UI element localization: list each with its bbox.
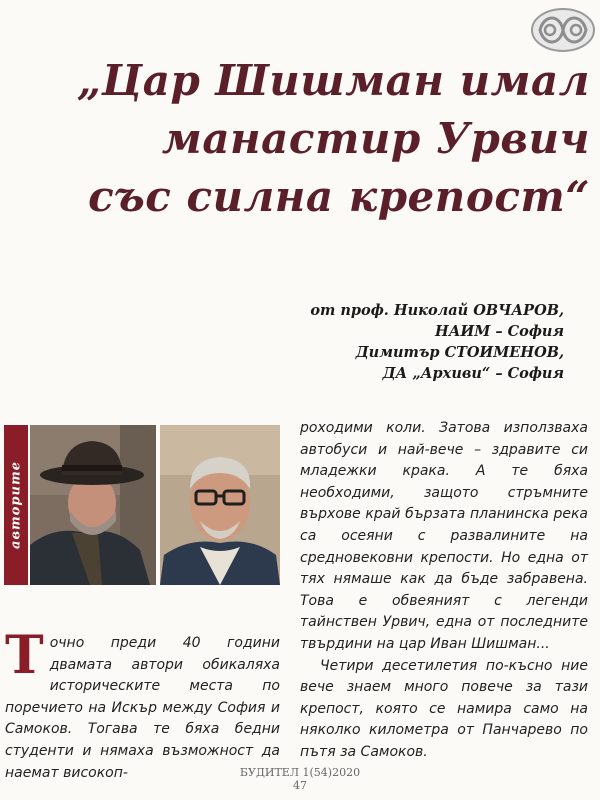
author-line-4: ДА „Архиви“ – София — [382, 365, 564, 382]
author-portrait-man-in-hat-icon — [30, 425, 156, 585]
author-portrait-man-with-glasses-icon — [160, 425, 280, 585]
title-line-1: „Цар Шишман имал — [77, 56, 590, 105]
article-paragraph-1 — [5, 625, 280, 784]
page-footer — [0, 766, 600, 792]
article-paragraph-1-continued: роходими коли. Затова използваха автобуси и най-вече – здравите си младежки крака. А те бяха необходими, защото стръмните върхове край бързата планинска река са осеяни с развалините на средновековни крепости. Но една от тях нямаше как да бъде забравена. Това е обвеяният с легенди тайнствен Урвич, една от последните твърдини на цар Иван Шишман... — [300, 420, 588, 652]
drop-cap: Т — [5, 625, 44, 686]
author-line-2: НАИМ – София — [435, 323, 564, 340]
author-credits — [260, 300, 564, 384]
title-line-3: със силна крепост“ — [88, 172, 590, 221]
article-title — [30, 52, 590, 226]
author-line-1: от проф. Николай ОВЧАРОВ, — [310, 302, 564, 319]
article-paragraph-2: Четири десетилетия по-късно ние вече знаем много повече за тази крепост, която се намира само на няколко километра от Панчарево по пътя за Самоков. — [300, 657, 588, 760]
article-column-left — [5, 625, 280, 784]
author-photo-hat — [30, 425, 156, 585]
author-line-3: Димитър СТОИМЕНОВ, — [355, 344, 564, 361]
celtic-knot-ornament-icon — [530, 6, 596, 54]
section-sidebar-label — [4, 425, 28, 585]
journal-issue: БУДИТЕЛ 1(54)2020 — [239, 766, 361, 779]
page-number: 47 — [293, 779, 307, 792]
title-line-2: манастир Урвич — [161, 114, 590, 163]
article-column-right — [300, 418, 588, 764]
author-photo-glasses — [160, 425, 280, 585]
paragraph-1-text: очно преди 40 години двамата автори обикаляха историческите места по поречието на Искър между София и Самоков. Тогава те бяха бедни студенти и нямаха възможност да наемат високоп- — [5, 635, 280, 781]
sidebar-label-text: авторите — [8, 461, 24, 549]
